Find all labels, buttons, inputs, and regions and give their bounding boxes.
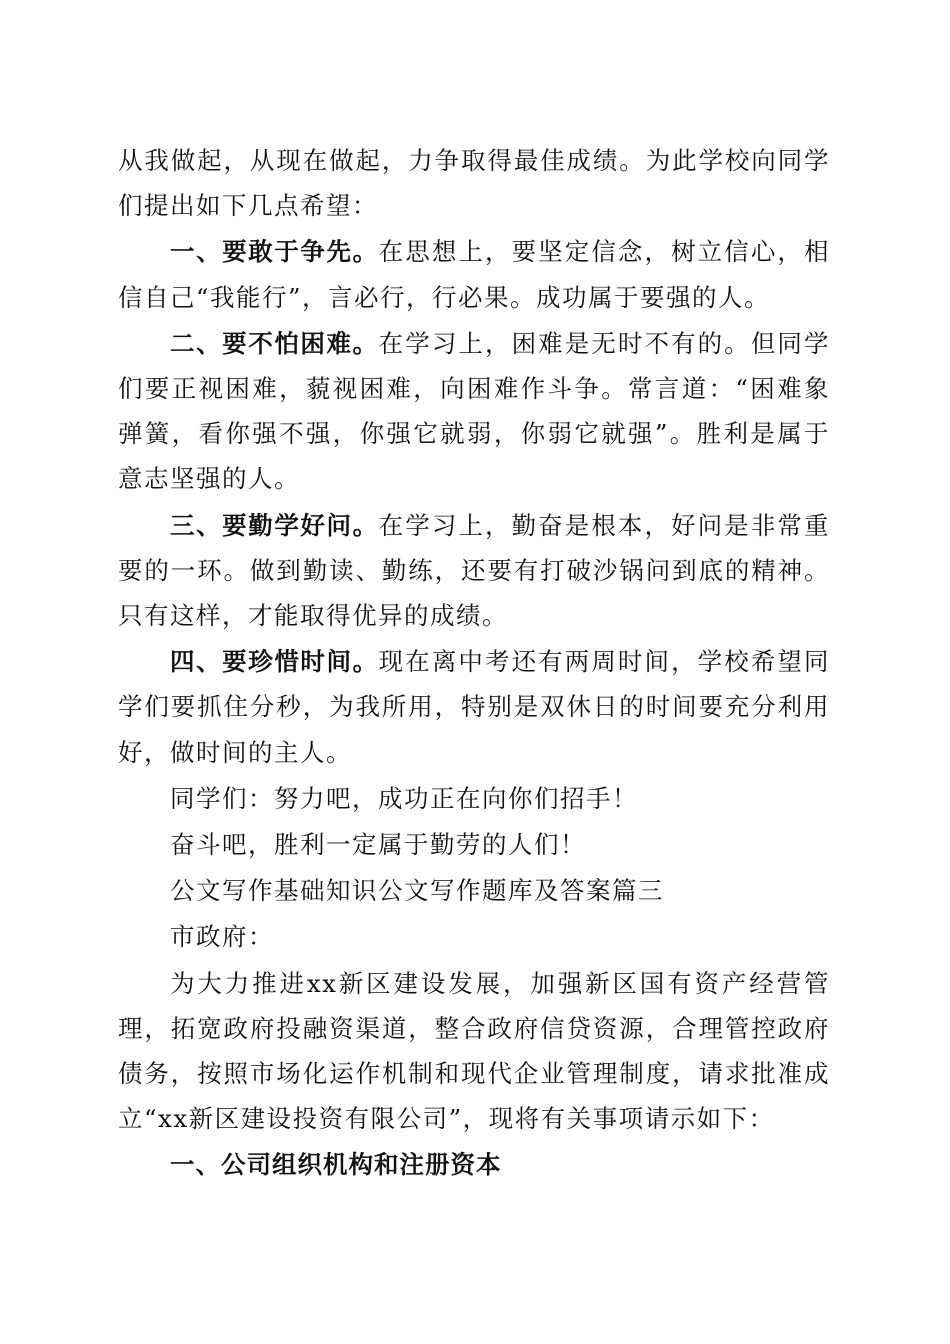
point-three-body: 在学习上，勤奋是根本，好问是非常重要的一环。做到勤读、勤练，还要有打破沙锅问到底的精神。只有这样，才能取得优异的成绩。 [118, 510, 831, 631]
paragraph-request: 为大力推进xx新区建设发展，加强新区国有资产经营管理，拓宽政府投融资渠道，整合政府信贷资源，合理管控政府债务，按照市场化运作机制和现代企业管理制度，请求批准成立“xx新区建设投资有限公司”，现将有关事项请示如下： [118, 968, 830, 1134]
paragraph-point-four [118, 639, 830, 775]
point-two-heading: 二、要不怕困难。 [170, 328, 379, 358]
salutation: 市政府： [170, 922, 274, 952]
paragraph-encourage-1: 同学们：努力吧，成功正在向你们招手！ [170, 783, 638, 813]
point-four-heading: 四、要珍惜时间。 [170, 647, 379, 677]
heading-company-structure: 一、公司组织机构和注册资本 [170, 1150, 502, 1180]
paragraph-encourage-2: 奋斗吧，胜利一定属于勤劳的人们！ [170, 830, 586, 860]
point-one-heading: 一、要敢于争先。 [170, 237, 379, 267]
point-two-body: 在学习上，困难是无时不有的。但同学们要正视困难，藐视困难，向困难作斗争。常言道：“困难象弹簧，看你强不强，你强它就弱，你弱它就强”。胜利是属于意志坚强的人。 [118, 328, 831, 494]
point-three-heading: 三、要勤学好问。 [170, 510, 379, 540]
section-title: 公文写作基础知识公文写作题库及答案篇三 [170, 876, 664, 906]
point-one-body: 在思想上，要坚定信念，树立信心，相信自己“我能行”，言必行，行必果。成功属于要强的人。 [118, 237, 831, 312]
paragraph-intro: 从我做起，从现在做起，力争取得最佳成绩。为此学校向同学们提出如下几点希望： [118, 146, 830, 221]
point-four-body: 现在离中考还有两周时间，学校希望同学们要抓住分秒，为我所用，特别是双休日的时间要充分利用好，做时间的主人。 [118, 647, 831, 767]
document-page [118, 138, 830, 1189]
paragraph-point-two [118, 321, 830, 502]
paragraph-point-three [118, 503, 830, 639]
paragraph-point-one [118, 229, 830, 319]
